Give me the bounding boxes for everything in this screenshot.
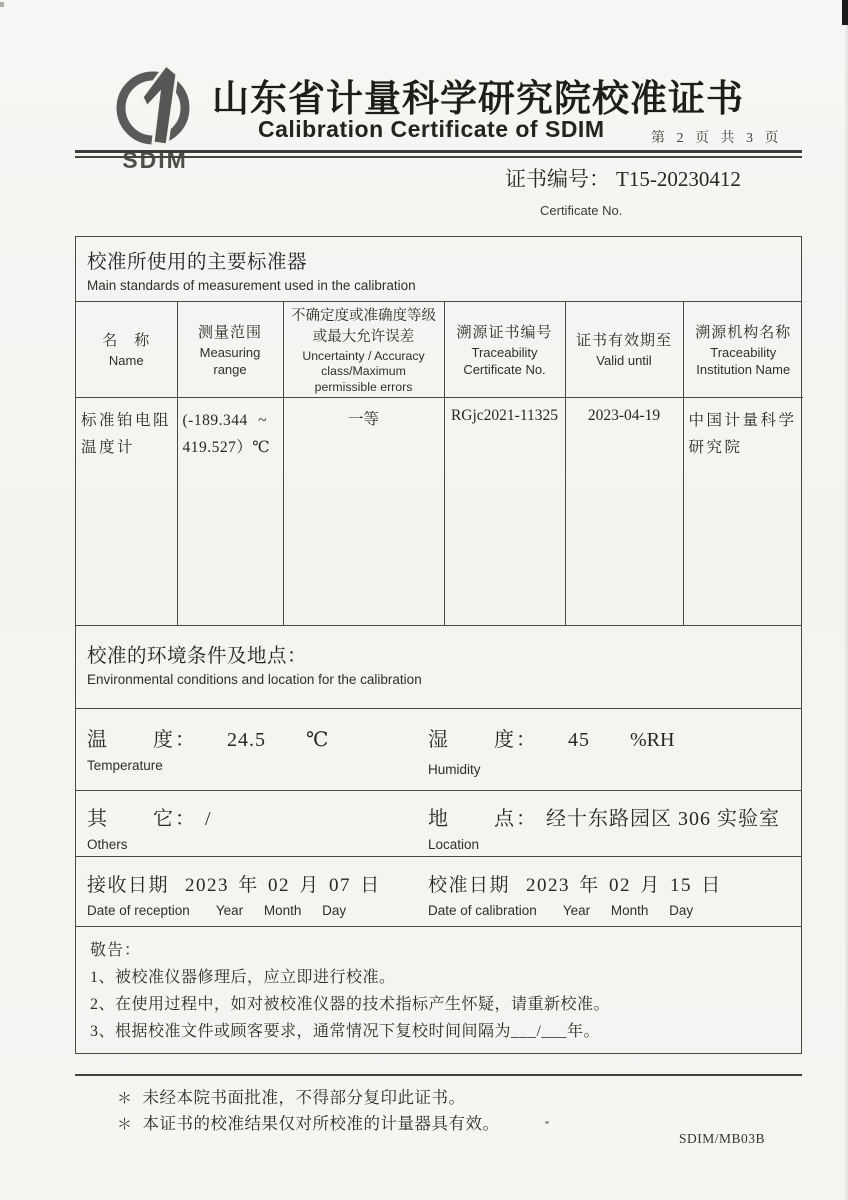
sdim-logo-icon bbox=[109, 64, 201, 146]
page-number-info: 第 2 页 共 3 页 bbox=[651, 131, 783, 146]
col-header-valid-until-zh: 证书有效期至 bbox=[575, 333, 672, 350]
humidity-label-en: Humidity bbox=[428, 762, 481, 777]
col-header-uncertainty-zh: 不确定度或准确度等级或最大允许误差 bbox=[291, 308, 436, 345]
col-header-traceability-cert-zh: 溯源证书编号 bbox=[456, 325, 553, 342]
certificate-number-value: T15-20230412 bbox=[616, 167, 741, 191]
scan-artifact-top-left bbox=[0, 2, 4, 7]
temperature-label-zh: 温 度： bbox=[87, 729, 197, 751]
temperature-value: 24.5 bbox=[227, 729, 266, 751]
notice-item-2: 2、在使用过程中，如对被校准仪器的技术指标产生怀疑，请重新校准。 bbox=[90, 996, 611, 1013]
standards-title-en: Main standards of measurement used in the calibration bbox=[87, 278, 416, 293]
logo-text: SDIM bbox=[122, 147, 188, 173]
col-header-name bbox=[76, 302, 177, 398]
col-header-valid-until bbox=[565, 302, 683, 398]
col-header-uncertainty bbox=[283, 302, 444, 398]
col-header-institution-en: Traceability Institution Name bbox=[696, 345, 791, 377]
cell-traceability-cert-no: RGjc2021-11325 bbox=[444, 398, 565, 625]
notice-item-1: 1、被校准仪器修理后，应立即进行校准。 bbox=[90, 969, 396, 986]
humidity-value: 45 bbox=[568, 729, 590, 751]
location-label-en: Location bbox=[428, 837, 480, 852]
col-header-traceability-cert bbox=[444, 302, 565, 398]
others-label-en: Others bbox=[87, 837, 128, 852]
cell-accuracy-class: 一等 bbox=[283, 398, 444, 625]
others-field bbox=[87, 791, 417, 852]
col-header-institution-zh: 溯源机构名称 bbox=[695, 325, 792, 342]
standards-table-header-row bbox=[76, 302, 803, 398]
scan-edge-shadow bbox=[844, 25, 848, 1200]
standards-section-header bbox=[76, 237, 801, 301]
cell-valid-until: 2023-04-19 bbox=[565, 398, 683, 625]
cell-measuring-range: (-189.344 ~ 419.527）℃ bbox=[177, 398, 283, 625]
humidity-unit: %RH bbox=[630, 729, 675, 751]
col-header-range-zh: 测量范围 bbox=[197, 325, 262, 342]
reception-date-field bbox=[87, 857, 417, 918]
calibration-date-units-en: Year Month Day bbox=[562, 903, 694, 918]
environment-section-header bbox=[76, 625, 801, 708]
standards-table bbox=[76, 302, 803, 625]
others-value: / bbox=[205, 808, 212, 830]
certificate-number-label-en: Certificate No. bbox=[540, 203, 623, 218]
location-field bbox=[428, 791, 798, 852]
footer-note-2-text: 本证书的校准结果仅对所校准的计量器具有效。 bbox=[142, 1114, 500, 1133]
certificate-number-label: 证书编号： bbox=[505, 167, 610, 191]
others-label-zh: 其 它： bbox=[87, 808, 197, 830]
col-header-range bbox=[177, 302, 283, 398]
notice-item-3: 3、根据校准文件或顾客要求，通常情况下复校时间间隔为___/___年。 bbox=[90, 1023, 600, 1040]
asterisk-marker: ＊ bbox=[117, 1117, 133, 1133]
footer-note-2 bbox=[117, 1110, 500, 1134]
standards-title-zh: 校准所使用的主要标准器 bbox=[87, 251, 308, 273]
environment-title-zh: 校准的环境条件及地点： bbox=[87, 645, 308, 667]
location-label-zh: 地 点： bbox=[428, 808, 538, 830]
notice-title: 敬告： bbox=[90, 942, 142, 959]
calibration-date-label-zh: 校准日期 bbox=[428, 875, 511, 896]
temperature-humidity-row bbox=[76, 708, 801, 790]
footer-rule bbox=[75, 1074, 802, 1076]
asterisk-marker: ＊ bbox=[117, 1091, 133, 1107]
footer-note-1 bbox=[117, 1084, 466, 1108]
col-header-name-en: Name bbox=[108, 353, 144, 369]
col-header-traceability-cert-en: Traceability Certificate No. bbox=[463, 345, 546, 377]
humidity-field bbox=[428, 709, 798, 777]
scan-artifact-top-right bbox=[842, 0, 848, 25]
reception-date-label-zh: 接收日期 bbox=[87, 875, 170, 896]
temperature-label-en: Temperature bbox=[87, 758, 163, 773]
location-value: 经十东路园区 306 实验室 bbox=[546, 808, 780, 830]
certificate-body-block bbox=[75, 236, 802, 1054]
form-code: SDIM/MB03B bbox=[678, 1131, 765, 1146]
col-header-uncertainty-en: Uncertainty / Accuracy class/Maximum permissible errors bbox=[302, 349, 425, 394]
col-header-institution bbox=[683, 302, 803, 398]
temperature-unit: ℃ bbox=[306, 729, 329, 751]
reception-date-value: 2023 年 02 月 07 日 bbox=[185, 875, 381, 896]
reception-date-label-en: Date of reception bbox=[87, 903, 190, 918]
dates-row bbox=[76, 856, 801, 926]
others-location-row bbox=[76, 790, 801, 856]
temperature-field bbox=[87, 709, 417, 773]
cell-standard-name: 标准铂电阻温度计 bbox=[76, 398, 177, 625]
col-header-range-en: Measuring range bbox=[199, 345, 261, 377]
calibration-date-value: 2023 年 02 月 15 日 bbox=[526, 875, 722, 896]
humidity-label-zh: 湿 度： bbox=[428, 729, 538, 751]
footer-note-1-text: 未经本院书面批准，不得部分复印此证书。 bbox=[142, 1088, 466, 1107]
certificate-number-line bbox=[505, 163, 741, 193]
certificate-title-en: Calibration Certificate of SDIM bbox=[258, 116, 605, 142]
table-row bbox=[76, 398, 803, 625]
cell-institution: 中国计量科学研究院 bbox=[683, 398, 803, 625]
standards-table-section bbox=[76, 301, 801, 625]
col-header-name-zh: 名 称 bbox=[102, 333, 151, 350]
header-double-rule bbox=[75, 150, 802, 158]
scan-speck bbox=[545, 1121, 549, 1124]
environment-title-en: Environmental conditions and location for the calibration bbox=[87, 672, 422, 687]
col-header-valid-until-en: Valid until bbox=[596, 353, 652, 369]
calibration-date-label-en: Date of calibration bbox=[428, 903, 537, 918]
reception-date-units-en: Year Month Day bbox=[215, 903, 347, 918]
calibration-date-field bbox=[428, 857, 798, 918]
certificate-title-zh: 山东省计量科学研究院校准证书 bbox=[212, 79, 744, 120]
notice-box bbox=[76, 926, 801, 1055]
